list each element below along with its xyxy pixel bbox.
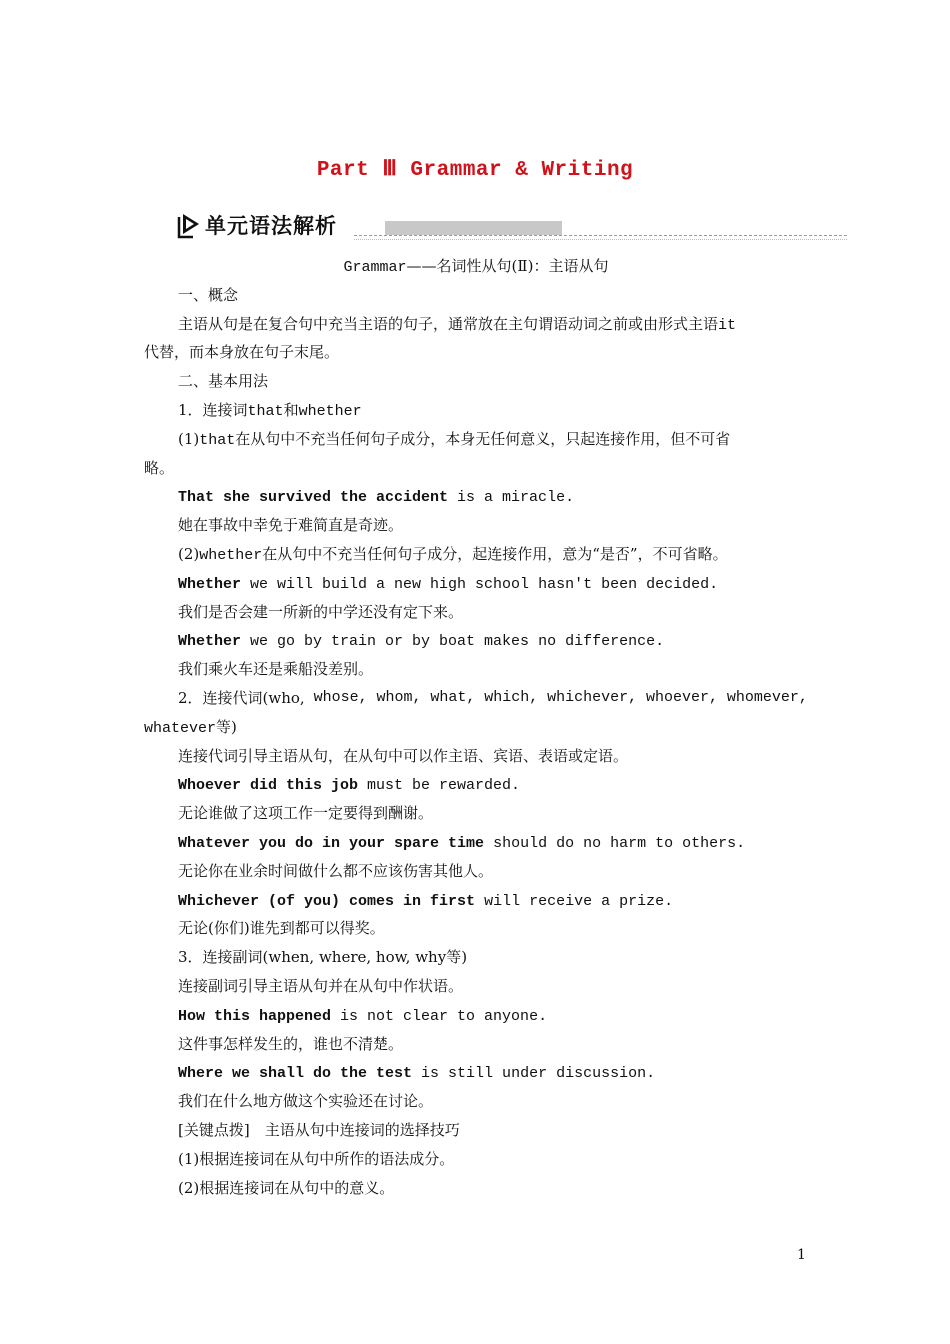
text-segment: 1．连接词 xyxy=(178,400,248,419)
text-line xyxy=(144,511,808,540)
text-segment: 无论你在业余时间做什么都不应该伤害其他人。 xyxy=(178,861,494,880)
text-segment: Whatever you do in your spare time xyxy=(178,834,485,852)
text-segment: Whether xyxy=(178,633,242,651)
text-line xyxy=(144,598,808,627)
text-line xyxy=(144,1030,808,1059)
banner-rule-dotted xyxy=(354,239,847,240)
text-segment: How this happened xyxy=(178,1007,332,1025)
text-segment: Whoever did this job xyxy=(178,777,359,795)
text-segment: 略。 xyxy=(144,458,175,477)
text-segment: what, xyxy=(430,688,476,706)
play-arrow-icon xyxy=(177,213,201,239)
text-line xyxy=(144,655,808,684)
section-banner-label: 单元语法解析 xyxy=(205,214,337,238)
text-line xyxy=(144,252,808,281)
text-segment: 代替，而本身放在句子末尾。 xyxy=(144,343,340,362)
text-line xyxy=(144,626,808,655)
text-segment: which, xyxy=(484,688,539,706)
text-segment: (2)根据连接词在从句中的意义。 xyxy=(178,1178,395,1197)
text-segment: is a miracle. xyxy=(448,489,575,507)
text-line xyxy=(144,338,808,367)
section-banner xyxy=(177,211,847,243)
text-segment: is still under discussion. xyxy=(412,1065,656,1083)
text-segment: that xyxy=(247,402,284,420)
text-line xyxy=(144,943,808,972)
text-segment: 无论谁做了这项工作一定要得到酬谢。 xyxy=(178,804,434,823)
text-line xyxy=(144,1058,808,1087)
text-line xyxy=(144,828,808,857)
text-segment: 和 xyxy=(283,400,299,419)
text-segment: will receive a prize. xyxy=(475,892,674,910)
text-segment: 我们乘火车还是乘船没差别。 xyxy=(178,660,374,679)
text-segment: That she survived the accident xyxy=(178,489,449,507)
text-line xyxy=(144,1116,808,1145)
text-line xyxy=(144,367,808,396)
text-segment: 连接副词引导主语从句并在从句中作状语。 xyxy=(178,976,464,995)
text-segment: whichever, xyxy=(547,688,638,706)
text-segment: whose, xyxy=(313,688,368,706)
text-segment: (1) xyxy=(178,429,200,448)
text-line xyxy=(144,713,808,742)
text-segment: we will build a new high school hasn't been decided. xyxy=(241,575,719,593)
text-segment: 二、基本用法 xyxy=(178,372,269,391)
text-segment: it xyxy=(718,316,737,334)
page-number: 1 xyxy=(797,1247,806,1263)
text-segment: 3．连接副词(when, where, how, why等) xyxy=(178,948,468,967)
text-line xyxy=(144,1001,808,1030)
text-line xyxy=(144,1145,808,1174)
page-title: Part Ⅲ Grammar & Writing xyxy=(316,159,634,182)
text-segment: 等) xyxy=(216,717,237,736)
text-line xyxy=(144,886,808,915)
text-line xyxy=(144,396,808,425)
text-line xyxy=(144,684,808,713)
text-segment: Whichever (of you) comes in first xyxy=(178,892,476,910)
text-segment: [关键点拨] 主语从句中连接词的选择技巧 xyxy=(178,1120,460,1139)
text-segment: 主语从句是在复合句中充当主语的句子，通常放在主句谓语动词之前或由形式主语 xyxy=(178,314,719,333)
text-segment: 我们是否会建一所新的中学还没有定下来。 xyxy=(178,602,464,621)
text-segment: whom, xyxy=(376,688,422,706)
text-segment: Whether xyxy=(178,575,242,593)
text-segment: whatever xyxy=(144,719,217,737)
text-segment: 连接代词引导主语从句，在从句中可以作主语、宾语、表语或定语。 xyxy=(178,746,629,765)
text-line xyxy=(144,310,808,339)
text-segment: Grammar xyxy=(343,259,407,276)
document-body xyxy=(144,252,808,1202)
text-segment: 在从句中不充当任何句子成分，起连接作用，意为“是否”，不可省略。 xyxy=(262,544,728,563)
text-segment: ——名词性从句(Ⅱ)：主语从句 xyxy=(406,257,609,275)
text-segment: whoever, xyxy=(646,688,719,706)
text-line xyxy=(144,914,808,943)
text-segment: 这件事怎样发生的，谁也不清楚。 xyxy=(178,1034,404,1053)
text-segment: (1)根据连接词在从句中所作的语法成分。 xyxy=(178,1149,455,1168)
text-line xyxy=(144,857,808,886)
banner-rule xyxy=(354,235,847,236)
text-line xyxy=(144,742,808,771)
text-segment: is not clear to anyone. xyxy=(331,1007,548,1025)
text-segment: whether xyxy=(199,546,263,564)
banner-gray-bar xyxy=(385,221,562,235)
text-segment: 我们在什么地方做这个实验还在讨论。 xyxy=(178,1092,434,1111)
text-segment: must be rewarded. xyxy=(358,777,521,795)
text-line xyxy=(144,482,808,511)
text-segment: whether xyxy=(298,402,362,420)
text-segment: we go by train or by boat makes no difference. xyxy=(241,633,665,651)
text-segment: that xyxy=(199,431,236,449)
text-segment: should do no harm to others. xyxy=(484,834,746,852)
text-segment: (2) xyxy=(178,544,200,563)
text-line xyxy=(144,540,808,569)
text-segment: whomever, xyxy=(726,688,808,706)
text-line xyxy=(144,1174,808,1203)
text-line xyxy=(144,799,808,828)
text-segment: 在从句中不充当任何句子成分，本身无任何意义，只起连接作用，但不可省 xyxy=(235,429,731,448)
text-line xyxy=(144,569,808,598)
text-segment: 2．连接代词(who, xyxy=(178,688,305,707)
text-segment: 一、概念 xyxy=(178,285,239,304)
text-line xyxy=(144,281,808,310)
text-line xyxy=(144,1087,808,1116)
text-segment: 她在事故中幸免于难简直是奇迹。 xyxy=(178,516,404,535)
text-segment: Where we shall do the test xyxy=(178,1065,413,1083)
text-line xyxy=(144,770,808,799)
text-line xyxy=(144,425,808,454)
text-segment: 无论(你们)谁先到都可以得奖。 xyxy=(178,919,385,938)
text-line xyxy=(144,972,808,1001)
text-line xyxy=(144,454,808,483)
